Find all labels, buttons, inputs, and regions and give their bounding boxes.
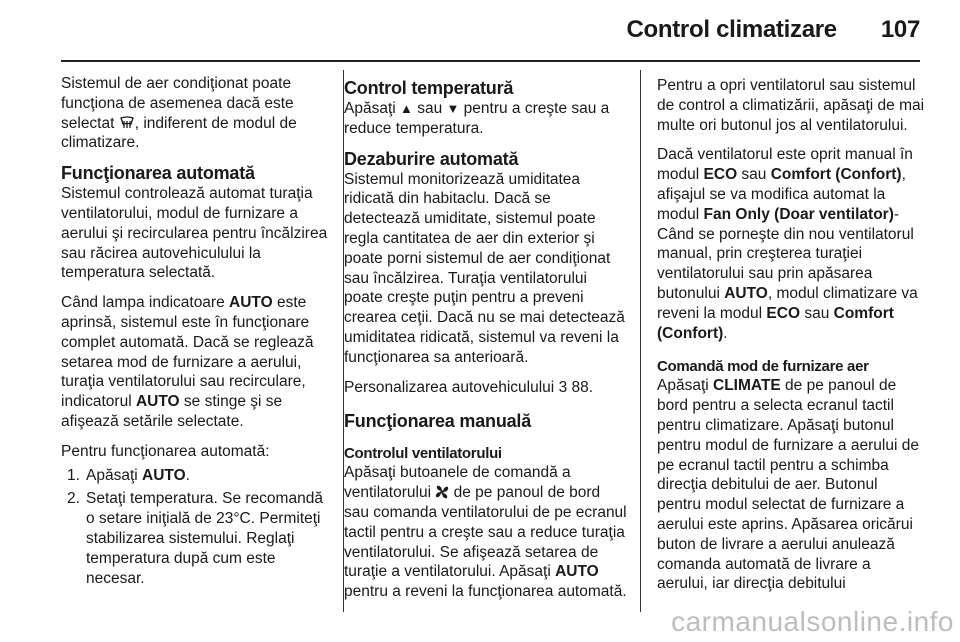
section-heading-temperature: Control temperatură: [344, 78, 514, 98]
section-heading-defog: Dezaburire automată: [344, 148, 519, 169]
paragraph-defog: Sistemul monitorizează umiditatea ridicată din habitaclu. Dacă se detectează umiditate, sistemul poate regla cantitatea de aer din exterior şi poate porni sistemul de aer condiţionat sau încălzirea. Turaţia ventilatorului poate creşte puţin pentru a preveni crearea ceţii. Dacă nu se mai detectează umiditatea ridicată, sistemul va reveni la funcţionarea sa anterioară.: [344, 170, 625, 366]
column-2: [344, 78, 629, 612]
page-number: 107: [880, 16, 920, 43]
steps-list: [61, 466, 331, 589]
fan-icon: [435, 484, 449, 501]
paragraph-temperature: Apăsaţi ▲ sau ▼ pentru a creşte sau a reduce temperatura.: [344, 100, 610, 137]
paragraph-steps-intro: Pentru funcţionarea automată:: [61, 442, 270, 460]
page-header: [626, 16, 920, 44]
header-rule: [61, 60, 920, 62]
triangle-down-icon: ▼: [446, 101, 460, 116]
triangle-up-icon: ▲: [400, 101, 413, 116]
subheading-air-delivery: Comandă mod de furnizare aer: [657, 358, 869, 376]
intro-paragraph: Sistemul de aer condiţionat poate funcţiona de asemenea dacă este selectat , indiferent de modul de climatizare.: [61, 75, 297, 152]
column-divider-2: [640, 70, 641, 612]
subheading-fan-control: Controlul ventilatorului: [344, 445, 502, 463]
paragraph-eco-comfort: Dacă ventilatorul este oprit manual în modul ECO sau Comfort (Confort), afişajul se va modifica automat la modul Fan Only (Doar ventilator)- Când se porneşte din nou ventilatorul manual, prin creşterea turaţiei ventilatorului sau prin apăsarea butonului AUTO, modul climatizare va reveni la modul ECO sau Comfort (Confort).: [657, 146, 918, 342]
ventilator-defrost-icon: [119, 115, 135, 132]
page-title: Control climatizare: [626, 16, 837, 43]
paragraph-fan-off: Pentru a opri ventilatorul sau sistemul de control a climatizării, apăsaţi de mai multe ori butonul jos al ventilatorului.: [657, 77, 925, 134]
paragraph-air-delivery: Apăsaţi CLIMATE de pe panoul de bord pentru a selecta ecranul tactil pentru climatizare. Apăsaţi butonul pentru modul de furnizare a aerului de pe ecranul tactil pentru a schimba direcţia debitului de aer. Butonul pentru modul selectat de furnizare a aerului este aprins. Apăsarea oricărui buton de livrare a aerului anulează comanda automată de livrare a aerului, iar direcţia debitului: [657, 377, 919, 593]
section-heading-automatic: Funcţionarea automată: [61, 163, 255, 184]
column-3: [657, 76, 925, 604]
paragraph-automatic: Sistemul controlează automat turaţia ventilatorului, modul de furnizare a aerului şi recircularea pentru încălzirea sau răcirea autovehiculului la temperatura selectată.: [61, 185, 328, 282]
watermark: carmanualsonline.info: [671, 606, 954, 637]
list-item: 2. Setaţi temperatura. Se recomandă o setare iniţială de 23°C. Permiteţi stabilizarea sistemului. Reglaţi temperatura după cum este necesar.: [67, 490, 323, 587]
list-item: 1. Apăsaţi AUTO.: [67, 466, 190, 484]
page-ref-icon: 3: [558, 378, 568, 396]
section-heading-manual: Funcţionarea manuală: [344, 411, 532, 432]
paragraph-auto-indicator: Când lampa indicatoare AUTO este aprinsă, sistemul este în funcţionare complet automată. Dacă se reglează setarea mod de furnizare a aerului, turaţia ventilatorului sau recirculare, indicatorul AUTO se stinge şi se afişează setările selectate.: [61, 294, 314, 430]
paragraph-fan-control: Apăsaţi butoanele de comandă a ventilatorului de pe panoul de bord sau comanda ventilatorului de pe ecranul tactil pentru a creşte sau a reduce turaţia ventilatorului. Se afişează setarea de turaţie a ventilatorului. Apăsaţi AUTO pentru a reveni la funcţionarea automată.: [344, 464, 627, 601]
paragraph-personalization: Personalizarea autovehiculului 3 88.: [344, 378, 594, 396]
column-1: [61, 74, 331, 592]
